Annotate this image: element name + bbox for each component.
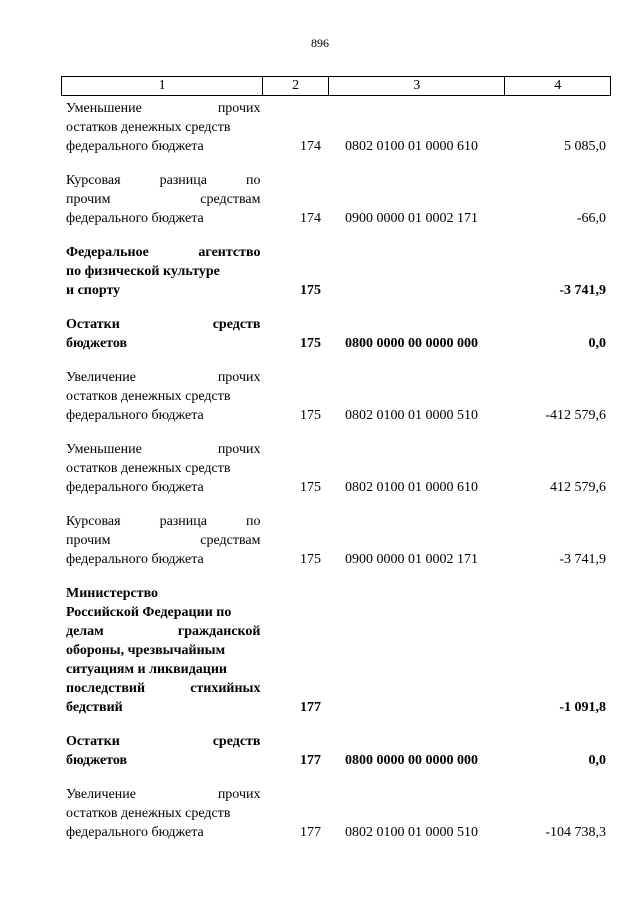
description-line	[66, 641, 260, 660]
description-word: прочих	[217, 787, 261, 802]
description-line	[66, 387, 260, 406]
description-line	[66, 550, 260, 569]
table-row	[61, 732, 611, 770]
row-description	[61, 368, 260, 425]
row-kbk: 0802 0100 01 0000 510	[345, 408, 479, 423]
description-line	[66, 262, 260, 281]
row-code: 175	[300, 408, 322, 423]
row-amount: 0,0	[588, 336, 606, 351]
description-word: прочим	[66, 533, 111, 548]
description-word: по	[245, 514, 261, 529]
description-line	[66, 584, 260, 603]
row-code: 174	[300, 211, 322, 226]
description-word: разница	[159, 173, 207, 188]
page-number: 896	[311, 36, 329, 50]
table-row	[61, 368, 611, 425]
description-line	[66, 118, 260, 137]
description-word: средствам	[200, 533, 261, 548]
row-kbk: 0900 0000 01 0002 171	[345, 211, 479, 226]
description-word: Министерство	[66, 586, 159, 601]
description-word: остатков денежных средств	[66, 461, 231, 476]
description-line	[66, 334, 260, 353]
row-kbk: 0802 0100 01 0000 610	[345, 480, 479, 495]
description-word: обороны, чрезвычайным	[66, 643, 226, 658]
table-row	[61, 512, 611, 569]
description-word: средств	[212, 734, 261, 749]
description-word: последствий	[66, 681, 146, 696]
description-word: федерального бюджета	[66, 408, 204, 423]
row-description	[61, 512, 260, 569]
description-word: средствам	[200, 192, 261, 207]
row-description	[61, 315, 260, 353]
description-word: федерального бюджета	[66, 552, 204, 567]
description-word: федерального бюджета	[66, 825, 204, 840]
row-amount: -412 579,6	[545, 408, 606, 423]
row-code: 174	[300, 139, 322, 154]
row-description	[61, 785, 260, 842]
description-word: по физической культуре	[66, 264, 220, 279]
description-line	[66, 804, 260, 823]
description-line	[66, 243, 260, 262]
description-line	[66, 281, 260, 300]
header-col-1: 1	[62, 77, 263, 95]
row-kbk: 0900 0000 01 0002 171	[345, 552, 479, 567]
description-line	[66, 440, 260, 459]
row-kbk: 0802 0100 01 0000 610	[345, 139, 479, 154]
description-word: прочих	[217, 101, 261, 116]
description-line	[66, 209, 260, 228]
description-word: по	[245, 173, 261, 188]
description-line	[66, 732, 260, 751]
description-line	[66, 603, 260, 622]
description-word: бедствий	[66, 700, 123, 715]
table-row	[61, 440, 611, 497]
description-line	[66, 660, 260, 679]
description-line	[66, 823, 260, 842]
row-amount: 0,0	[588, 753, 606, 768]
description-word: прочих	[217, 370, 261, 385]
row-amount: -3 741,9	[559, 552, 606, 567]
row-description	[61, 171, 260, 228]
description-line	[66, 531, 260, 550]
description-line	[66, 512, 260, 531]
row-amount: 5 085,0	[564, 139, 606, 154]
description-line	[66, 171, 260, 190]
description-word: федерального бюджета	[66, 211, 204, 226]
description-word: бюджетов	[66, 753, 128, 768]
description-word: Уменьшение	[66, 101, 142, 116]
description-word: бюджетов	[66, 336, 128, 351]
description-word: Курсовая	[66, 514, 121, 529]
description-word: остатков денежных средств	[66, 389, 231, 404]
row-code: 175	[300, 283, 322, 298]
row-amount: -3 741,9	[559, 283, 606, 298]
description-line	[66, 137, 260, 156]
description-word: федерального бюджета	[66, 480, 204, 495]
description-line	[66, 622, 260, 641]
description-line	[66, 698, 260, 717]
description-word: делам	[66, 624, 104, 639]
description-word: Федеральное	[66, 245, 149, 260]
description-word: Увеличение	[66, 787, 137, 802]
description-word: прочим	[66, 192, 111, 207]
table-row	[61, 99, 611, 156]
description-word: гражданской	[177, 624, 261, 639]
row-code: 175	[300, 552, 322, 567]
description-word: Российской Федерации по	[66, 605, 232, 620]
table-row	[61, 315, 611, 353]
description-word: Остатки	[66, 317, 120, 332]
description-word: и спорту	[66, 283, 121, 298]
description-line	[66, 679, 260, 698]
description-line	[66, 368, 260, 387]
row-amount: -104 738,3	[545, 825, 606, 840]
description-word: средств	[212, 317, 261, 332]
description-word: стихийных	[190, 681, 261, 696]
description-word: ситуациям и ликвидации	[66, 662, 227, 677]
description-word: Курсовая	[66, 173, 121, 188]
header-col-3: 3	[329, 77, 505, 95]
row-code: 175	[300, 480, 322, 495]
description-line	[66, 751, 260, 770]
table-body	[61, 99, 611, 857]
row-code: 175	[300, 336, 322, 351]
description-line	[66, 406, 260, 425]
row-kbk: 0800 0000 00 0000 000	[345, 336, 479, 351]
description-line	[66, 785, 260, 804]
table-row	[61, 243, 611, 300]
description-line	[66, 99, 260, 118]
table-row	[61, 785, 611, 842]
row-description	[61, 732, 260, 770]
row-code: 177	[300, 753, 322, 768]
description-word: Остатки	[66, 734, 120, 749]
description-word: остатков денежных средств	[66, 120, 231, 135]
description-line	[66, 190, 260, 209]
table-header	[61, 76, 611, 96]
description-line	[66, 459, 260, 478]
table-row	[61, 171, 611, 228]
row-description	[61, 440, 260, 497]
description-word: разница	[159, 514, 207, 529]
row-description	[61, 99, 260, 156]
row-description	[61, 584, 260, 717]
description-word: Увеличение	[66, 370, 137, 385]
row-amount: 412 579,6	[550, 480, 606, 495]
description-line	[66, 478, 260, 497]
row-description	[61, 243, 260, 300]
row-code: 177	[300, 825, 322, 840]
description-word: остатков денежных средств	[66, 806, 231, 821]
description-word: агентство	[198, 245, 261, 260]
description-word: Уменьшение	[66, 442, 142, 457]
row-kbk: 0802 0100 01 0000 510	[345, 825, 479, 840]
row-amount: -1 091,8	[559, 700, 606, 715]
description-line	[66, 315, 260, 334]
table-row	[61, 584, 611, 717]
description-word: прочих	[217, 442, 261, 457]
header-col-4: 4	[554, 78, 562, 93]
row-kbk: 0800 0000 00 0000 000	[345, 753, 479, 768]
row-code: 177	[300, 700, 322, 715]
row-amount: -66,0	[576, 211, 606, 226]
header-col-2: 2	[263, 77, 329, 95]
description-word: федерального бюджета	[66, 139, 204, 154]
